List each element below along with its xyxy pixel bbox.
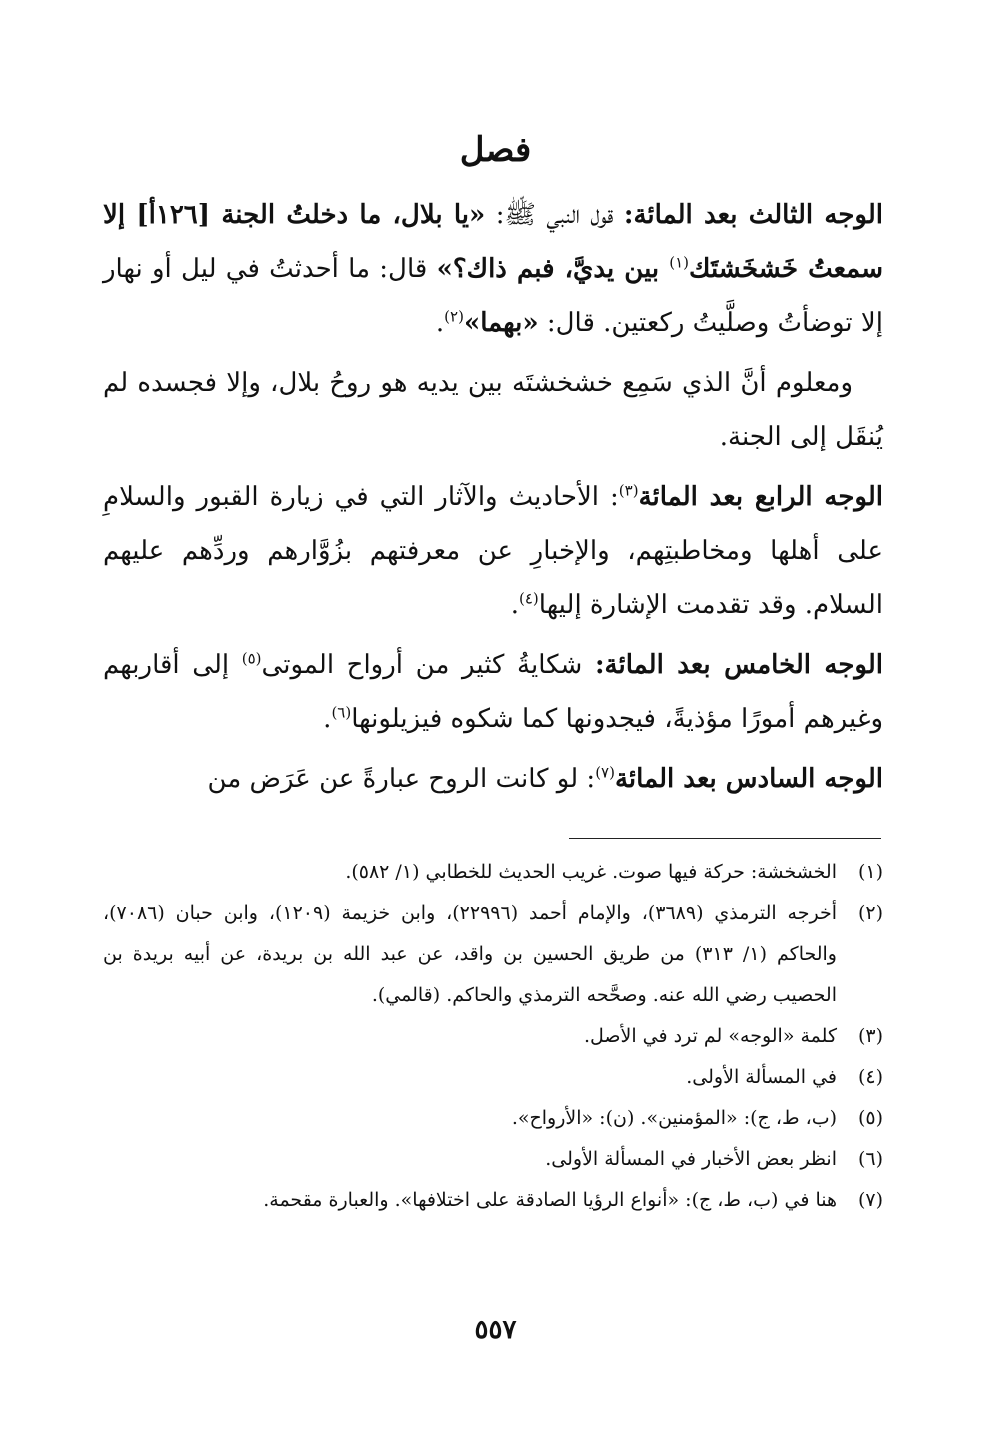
paragraph-4	[103, 638, 883, 746]
footnote-ref[interactable]: (٥)	[241, 649, 262, 668]
footnote-text: انظر بعض الأخبار في المسألة الأولى.	[545, 1148, 837, 1170]
footnote-text: في المسألة الأولى.	[686, 1066, 837, 1088]
paragraph-1	[103, 188, 883, 350]
page-number: ٥٥٧	[474, 1315, 517, 1345]
paragraph-lead: الوجه السادس بعد المائة	[614, 764, 883, 794]
paragraph-text: ومعلوم أنَّ الذي سَمِع خشخشتَه بين يديه هو روحُ بلال، وإلا فجسده لم يُنقَل إلى الجنة.	[103, 368, 883, 452]
footnote-number: (١)	[857, 861, 883, 883]
footnote-text: أخرجه الترمذي (٣٦٨٩)، والإمام أحمد (٢٢٩٩٦)، وابن خزيمة (١٢٠٩)، وابن حبان (٧٠٨٦)، والحاكم (١/ ٣١٣) من طريق الحسين بن واقد، عن عبد الله بن بريدة، عن أبيه بريدة بن الحصيب رضي الله عنه. وصحَّحه الترمذي والحاكم. (قالمي).	[103, 902, 837, 1006]
paragraph-text: : لو كانت الروح عبارةً عن عَرَض من	[207, 764, 596, 794]
paragraph-lead: الوجه الخامس بعد المائة:	[594, 650, 884, 680]
paragraph-text: إلى أقاربهم وغيرهم أمورًا مؤذيةً، فيجدونها كما شكوه فيزيلونها	[103, 650, 883, 734]
paragraph-2	[103, 356, 883, 464]
footnote-item	[103, 1057, 883, 1098]
footnote-item	[103, 1016, 883, 1057]
paragraph-text: قال: ما أحدثتُ في ليل أو نهار إلا توضأتُ وصلَّيتُ ركعتين. قال:	[103, 254, 883, 338]
hadith-quote: «بهما»	[463, 308, 539, 338]
footnote-ref[interactable]: (٤)	[518, 589, 539, 608]
paragraph-lead: الوجه الثالث بعد المائة:	[623, 200, 883, 230]
paragraph-lead: الوجه الرابع بعد المائة	[638, 482, 884, 512]
section-title: فصل	[459, 130, 532, 170]
footnote-number: (٥)	[857, 1107, 883, 1129]
footnote-item	[103, 852, 883, 893]
footnote-text: كلمة «الوجه» لم ترد في الأصل.	[583, 1025, 837, 1047]
main-text	[103, 188, 883, 812]
paragraph-text: قول النبي ﷺ:	[485, 200, 624, 230]
paragraph-text: : الأحاديث والآثار التي في زيارة القبور والسلامِ على أهلها ومخاطبتِهم، والإخبارِ عن معرفتهم بزُوَّارهم وردِّهم عليهم السلام. وقد تقدمت الإشارة إليها	[103, 482, 883, 620]
footnotes	[103, 852, 883, 1221]
footnote-number: (٢)	[857, 902, 883, 924]
footnote-text: الخشخشة: حركة فيها صوت. غريب الحديث للخطابي (١/ ٥٨٢).	[345, 861, 837, 883]
paragraph-text: .	[435, 308, 445, 338]
footnote-item	[103, 893, 883, 1016]
footnote-text: هنا في (ب، ط، ج): «أنواع الرؤيا الصادقة على اختلافها». والعبارة مقحمة.	[263, 1189, 837, 1211]
footnote-ref[interactable]: (١)	[669, 253, 690, 272]
paragraph-text: .	[510, 590, 519, 620]
hadith-quote: «يا بلال، ما دخلتُ الجنة [١٢٦أ] إلا سمعتُ خَشخَشتَك	[103, 200, 883, 284]
footnote-ref[interactable]: (٢)	[444, 307, 464, 326]
footnote-ref[interactable]: (٧)	[595, 763, 615, 782]
footnote-item	[103, 1180, 883, 1221]
footnote-ref[interactable]: (٣)	[618, 481, 639, 500]
footnote-number: (٣)	[857, 1025, 883, 1047]
footnote-separator	[569, 838, 881, 839]
footnote-item	[103, 1139, 883, 1180]
paragraph-text: شكايةُ كثير من أرواح الموتى	[261, 650, 595, 680]
paragraph-5	[103, 752, 883, 806]
footnote-number: (٤)	[857, 1066, 883, 1088]
footnote-number: (٧)	[857, 1189, 883, 1211]
footnote-ref[interactable]: (٦)	[331, 703, 352, 722]
footnote-text: (ب، ط، ج): «المؤمنين». (ن): «الأرواح».	[511, 1107, 837, 1129]
paragraph-text: .	[323, 704, 332, 734]
hadith-quote: بين يديَّ، فبم ذاك؟»	[436, 254, 670, 284]
footnote-number: (٦)	[857, 1148, 883, 1170]
paragraph-3	[103, 470, 883, 632]
footnote-item	[103, 1098, 883, 1139]
